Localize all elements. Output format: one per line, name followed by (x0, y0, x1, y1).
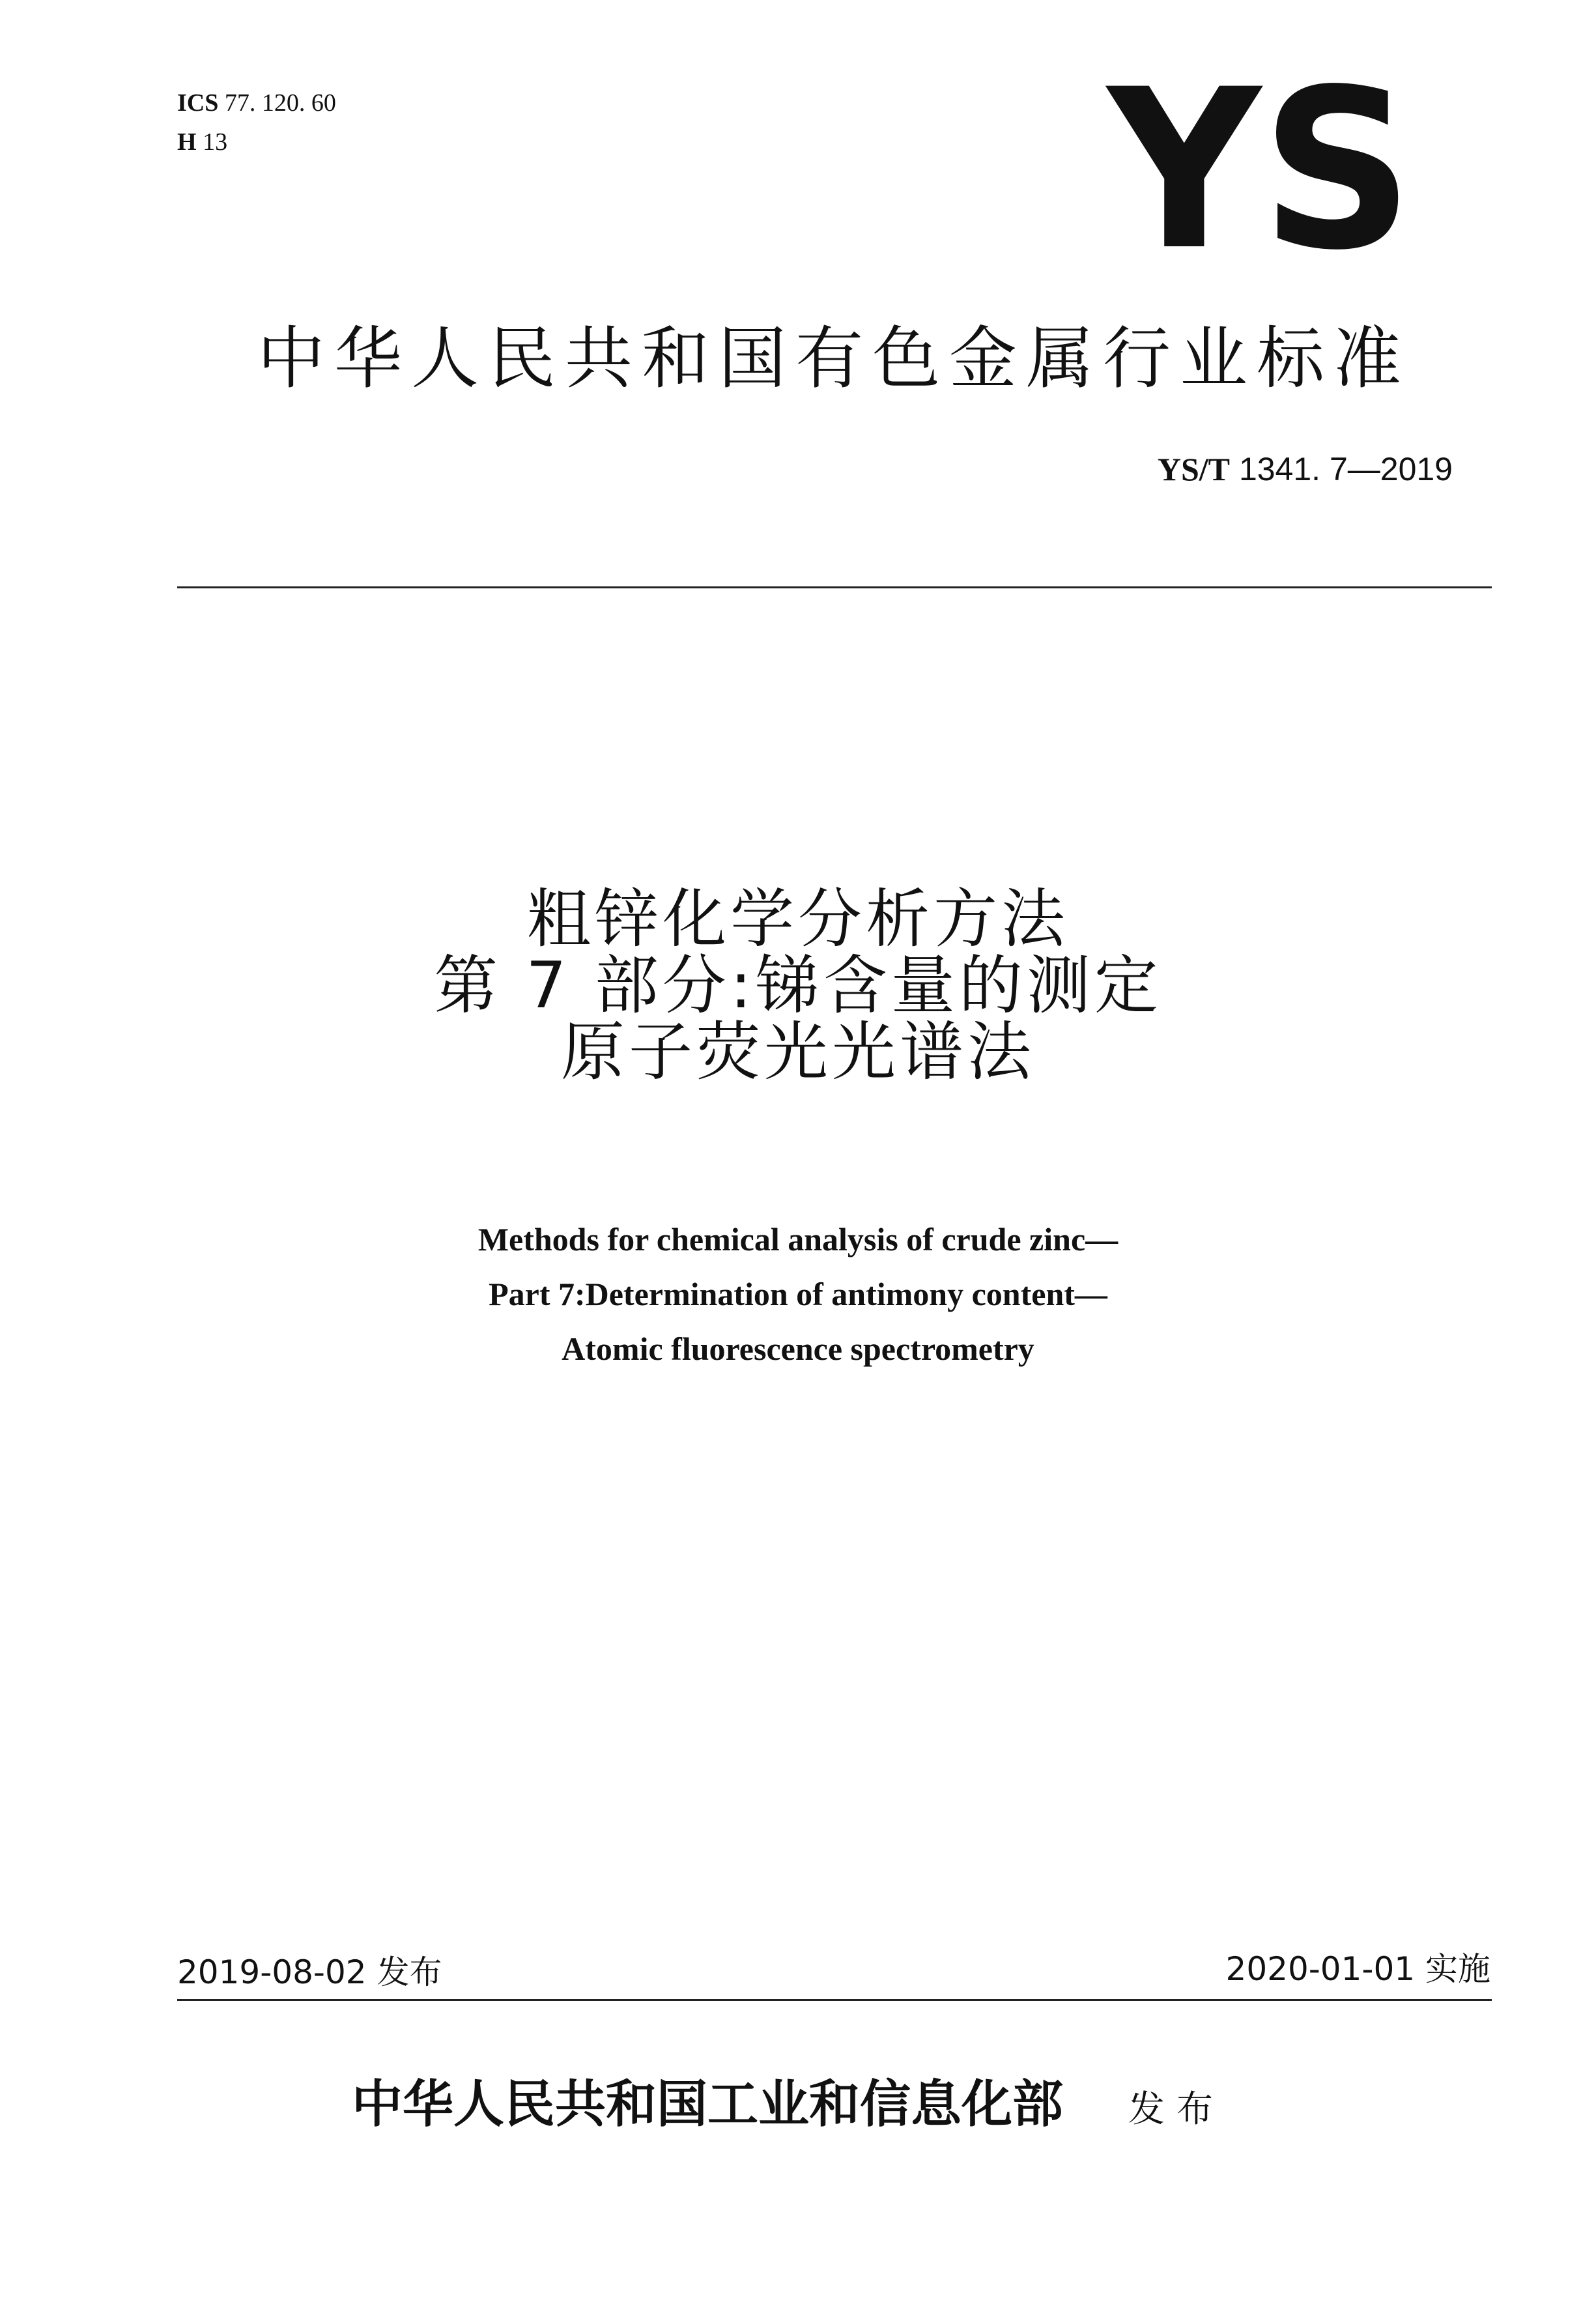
standard-number (1158, 450, 1453, 489)
english-title-line-1: Methods for chemical analysis of crude zinc— (477, 1221, 1119, 1258)
ccs-code-row (177, 122, 336, 162)
english-title-line-3: Atomic fluorescence spectrometry (562, 1330, 1034, 1367)
ics-code-row (177, 83, 336, 122)
implementation-date: 2020-01-01 实施 (1225, 1950, 1490, 1988)
chinese-title-line-3: 原子荧光光谱法 (560, 1015, 1035, 1089)
standard-code: 1341. 7—2019 (1238, 451, 1453, 487)
issuer-action: 发布 (1128, 2088, 1225, 2131)
ics-label: ICS (177, 89, 219, 117)
bottom-divider (177, 1999, 1492, 2001)
top-divider (177, 586, 1492, 588)
issue-date: 2019-08-02 发布 (177, 1953, 442, 1991)
ccs-code: 13 (203, 128, 228, 156)
english-title (0, 1212, 1596, 1376)
chinese-title-line-2: 第 7 部分:锑含量的测定 (434, 949, 1162, 1023)
ys-logo (1101, 78, 1420, 274)
industry-standard-title: 中华人民共和国有色金属行业标准 (257, 319, 1410, 398)
chinese-title-line-1: 粗锌化学分析方法 (526, 882, 1069, 956)
standard-prefix: YS/T (1157, 451, 1231, 487)
ics-code: 77. 120. 60 (224, 89, 336, 117)
issuing-authority (352, 2072, 1225, 2142)
classification-codes (177, 83, 336, 162)
english-title-line-2: Part 7:Determination of antimony content— (489, 1276, 1107, 1312)
ys-logo-text: YS (1104, 78, 1414, 274)
ccs-label: H (177, 128, 197, 156)
issuer-name: 中华人民共和国工业和信息化部 (352, 2075, 1064, 2134)
chinese-title (0, 882, 1596, 1089)
